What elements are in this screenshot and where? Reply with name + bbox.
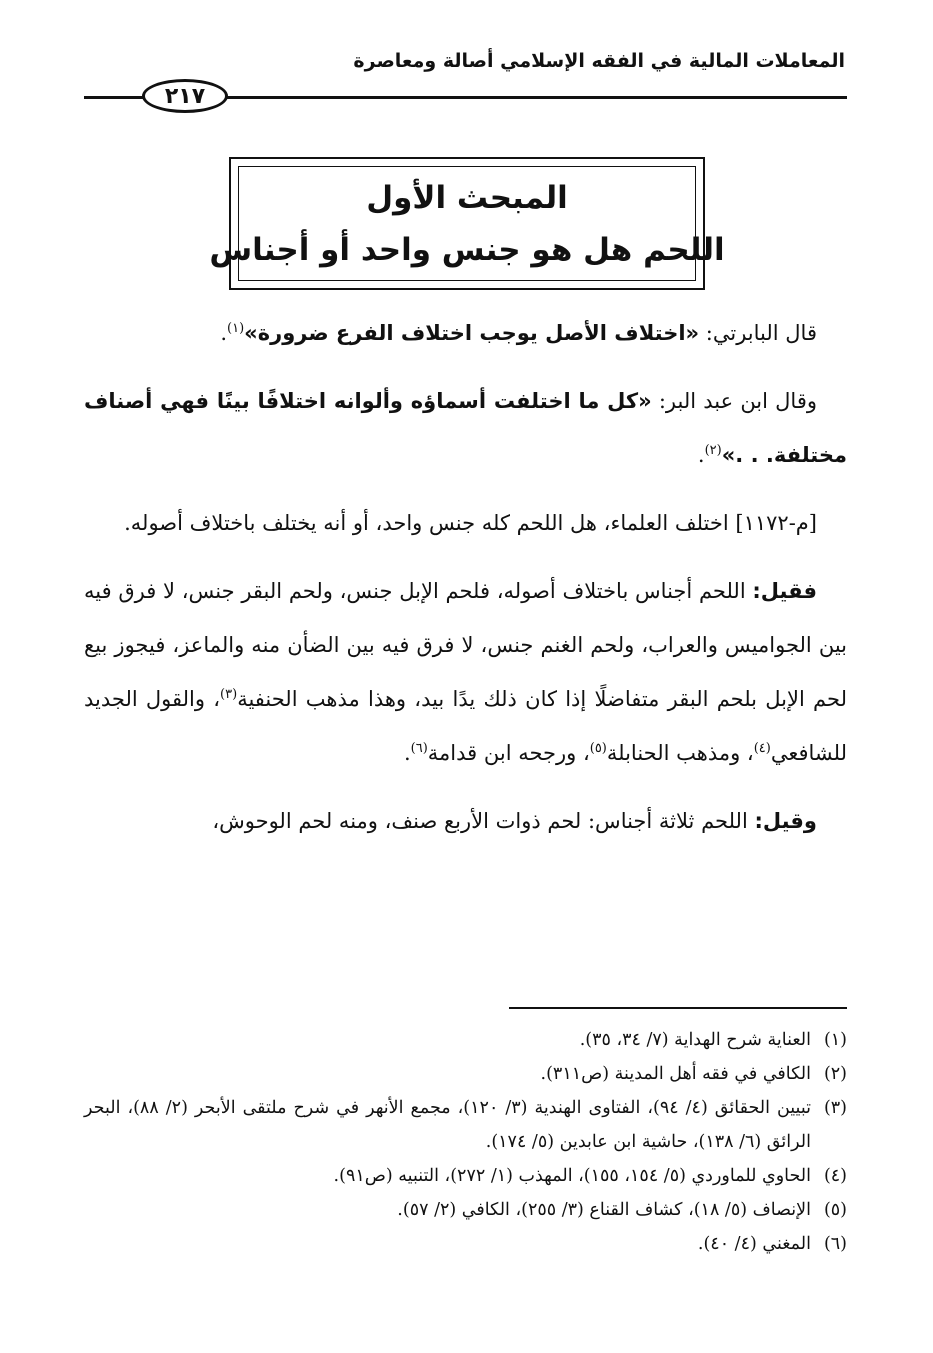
footnote-text: المغني (٤/ ٤٠). bbox=[697, 1234, 811, 1254]
footnote-ref: (٣) bbox=[220, 687, 238, 702]
footnote-separator bbox=[509, 1007, 847, 1009]
footnote-number: (٥) bbox=[823, 1200, 847, 1220]
page-number: ٢١٧ bbox=[164, 83, 206, 109]
paragraph-issue-statement: [م-١١٧٢] اختلف العلماء، هل اللحم كله جنس واحد، أو أنه يختلف باختلاف أصوله. bbox=[124, 511, 817, 535]
footnote-number: (١) bbox=[823, 1030, 847, 1050]
section-heading-inner-frame bbox=[209, 166, 725, 281]
footnote-ref: (١) bbox=[227, 321, 245, 336]
footnote-text: الحاوي للماوردي (٥/ ١٥٤، ١٥٥)، المهذب (١/ ٢٧٢)، التنبيه (ص٩١). bbox=[333, 1166, 811, 1186]
footnote-number: (٤) bbox=[823, 1166, 847, 1186]
footnotes bbox=[84, 1023, 847, 1261]
page-number-badge bbox=[142, 79, 228, 113]
quote-text: «كل ما اختلفت أسماؤه وألوانه اختلافًا بينًا فهي أصناف مختلفة. . .» bbox=[84, 389, 847, 467]
footnote-text: العناية شرح الهداية (٧/ ٣٤، ٣٥). bbox=[579, 1030, 811, 1050]
paragraph-prefix: وقال ابن عبد البر: bbox=[651, 389, 817, 413]
paragraph-suffix: . bbox=[220, 321, 228, 345]
paragraph-text: ، ورجحه ابن قدامة bbox=[427, 741, 590, 765]
opinion-lead: وقيل: bbox=[754, 809, 817, 833]
paragraph-suffix: . bbox=[697, 443, 705, 467]
footnote-item bbox=[84, 1193, 847, 1227]
paragraph-second-opinion bbox=[84, 794, 847, 848]
footnote-item bbox=[84, 1159, 847, 1193]
footnote-ref: (٢) bbox=[704, 443, 722, 458]
paragraph-text: ، والقول الجديد للشافعي bbox=[84, 687, 847, 765]
footnote-number: (٣) bbox=[823, 1098, 847, 1118]
section-heading-frame bbox=[209, 157, 725, 290]
quote-text: «اختلاف الأصل يوجب اختلاف الفرع ضرورة» bbox=[244, 321, 700, 345]
section-subtitle: اللحم هل هو جنس واحد أو أجناس bbox=[209, 231, 725, 268]
footnote-ref: (٦) bbox=[410, 741, 428, 756]
paragraph-babarti-quote bbox=[84, 306, 847, 360]
paragraph-ibn-abd-albarr-quote bbox=[84, 374, 847, 482]
footnote-number: (٢) bbox=[823, 1064, 847, 1084]
main-text bbox=[84, 306, 847, 862]
paragraph-text: . bbox=[403, 741, 411, 765]
footnote-text: الكافي في فقه أهل المدينة (ص٣١١). bbox=[540, 1064, 811, 1084]
paragraph-text: ، ومذهب الحنابلة bbox=[606, 741, 754, 765]
footnote-item bbox=[84, 1023, 847, 1057]
footnote-ref: (٥) bbox=[589, 741, 607, 756]
footnote-number: (٦) bbox=[823, 1234, 847, 1254]
opinion-lead: فقيل: bbox=[752, 579, 817, 603]
footnote-text: الإنصاف (٥/ ١٨)، كشاف القناع (٣/ ٢٥٥)، الكافي (٢/ ٥٧). bbox=[397, 1200, 811, 1220]
paragraph-text: اللحم أجناس باختلاف أصوله، فلحم الإبل جنس، ولحم البقر جنس، لا فرق فيه بين الجواميس والعراب، ولحم الغنم جنس، لا فرق فيه بين الضأن منه والماعز، فيجوز بيع لحم الإبل بلحم البقر متفاضلًا إذا كان ذلك يدًا بيد، وهذا مذهب الحنفية bbox=[84, 579, 847, 711]
section-title: المبحث الأول bbox=[366, 179, 568, 216]
paragraph-text: اللحم ثلاثة أجناس: لحم ذوات الأربع صنف، ومنه لحم الوحوش، bbox=[212, 809, 755, 833]
footnote-text: تبيين الحقائق (٤/ ٩٤)، الفتاوى الهندية (٣/ ١٢٠)، مجمع الأنهر في شرح ملتقى الأبحر (٢/ ٨٨)، البحر الرائق (٦/ ١٣٨)، حاشية ابن عابدين (٥/ ١٧٤). bbox=[84, 1098, 811, 1152]
paragraph-prefix: قال البابرتي: bbox=[699, 321, 817, 345]
footnote-ref: (٤) bbox=[753, 741, 771, 756]
footnote-item bbox=[84, 1057, 847, 1091]
footnote-item bbox=[84, 1091, 847, 1159]
paragraph-first-opinion bbox=[84, 564, 847, 780]
footnote-item bbox=[84, 1227, 847, 1261]
running-title: المعاملات المالية في الفقه الإسلامي أصالة ومعاصرة bbox=[353, 50, 845, 72]
